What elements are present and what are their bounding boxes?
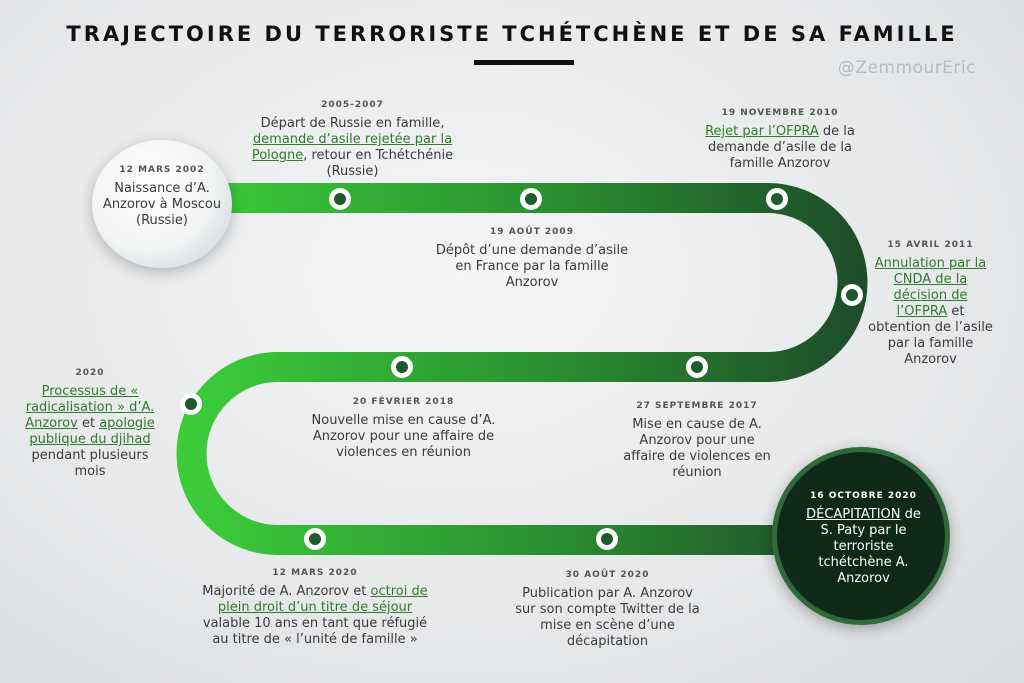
event-2011 — [868, 237, 993, 368]
event-highlight: Annulation par la CNDA de la décision de l’OFPRA — [874, 256, 987, 319]
event-2020 — [20, 365, 160, 480]
event-highlight: DÉCAPITATION — [806, 507, 901, 522]
event-date: 15 AVRIL 2011 — [887, 240, 974, 250]
event-aout-2020 — [515, 567, 700, 650]
event-highlight: demande d’asile rejetée par la Pologne — [251, 132, 453, 163]
event-text: Nouvelle mise en cause d’A. Anzorov pour une affaire de violences en réunion — [311, 413, 496, 460]
event-birth — [102, 162, 222, 229]
event-date: 27 SEPTEMBRE 2017 — [636, 401, 758, 411]
event-text: Dépôt d’une demande d’asile en France par la famille Anzorov — [435, 243, 629, 290]
event-text: Majorité de A. Anzorov et — [202, 584, 371, 599]
event-text: de S. Paty par le terroriste tchétchène A. Anzorov — [818, 507, 921, 586]
event-octobre-2020 — [806, 488, 921, 587]
event-date: 12 MARS 2020 — [272, 568, 358, 578]
event-highlight: apologie publique du djihad — [29, 416, 155, 447]
event-date: 20 FÉVRIER 2018 — [352, 397, 455, 407]
event-text: et obtention de l’asile par la famille Anzorov — [868, 304, 993, 367]
event-2018 — [306, 394, 501, 461]
event-text: pendant plusieurs mois — [31, 448, 149, 479]
event-text: Mise en cause de A. Anzorov pour une affaire de violences en réunion — [623, 417, 771, 480]
event-highlight: Rejet par l’OFPRA — [705, 124, 819, 139]
event-text: , retour en Tchétchénie (Russie) — [303, 148, 454, 179]
event-date: 19 NOVEMBRE 2010 — [721, 108, 839, 118]
event-2005-2007 — [240, 97, 465, 180]
event-highlight: Processus de « radicalisation » d’A. Anzorov — [25, 384, 155, 431]
event-date: 2005-2007 — [321, 100, 384, 110]
event-2010 — [695, 105, 865, 172]
event-text: de la demande d’asile de la famille Anzorov — [708, 124, 855, 171]
event-date: 16 OCTOBRE 2020 — [810, 491, 917, 501]
event-date: 19 AOÛT 2009 — [490, 227, 574, 237]
event-date: 2020 — [75, 368, 105, 378]
event-text: valable 10 ans en tant que réfugié au titre de « l’unité de famille » — [202, 616, 428, 647]
event-text: et — [77, 416, 100, 431]
event-highlight: octroi de plein droit d’un titre de séjour — [217, 584, 428, 615]
event-text: Départ de Russie en famille, — [260, 116, 445, 131]
event-text: Naissance d’A. Anzorov à Moscou (Russie) — [102, 181, 222, 228]
event-2017 — [622, 398, 772, 481]
event-2009 — [432, 224, 632, 291]
twitter-handle: @ZemmourEric — [837, 58, 976, 78]
event-text: Publication par A. Anzorov sur son compte Twitter de la mise en scène d’une décapitation — [515, 586, 700, 649]
event-date: 30 AOÛT 2020 — [565, 570, 650, 580]
event-mars-2020 — [200, 565, 430, 648]
event-date: 12 MARS 2002 — [119, 165, 205, 175]
page-title: TRAJECTOIRE DU TERRORISTE TCHÉTCHÈNE ET DE SA FAMILLE — [66, 22, 958, 46]
